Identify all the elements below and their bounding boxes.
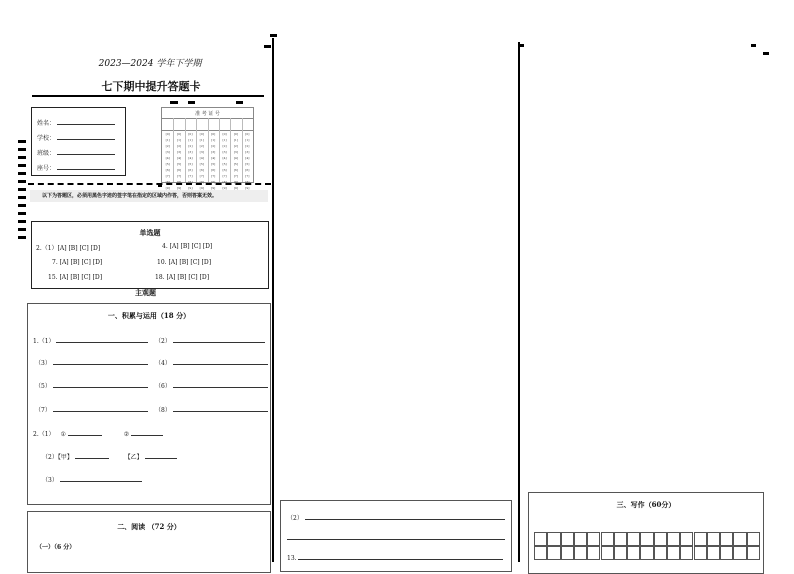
exam-digit-column[interactable]: [0] [1] [2] [3] [4] [5] [6] [7] [8] [9] bbox=[176, 132, 182, 190]
exam-digit-column[interactable]: [0] [1] [2] [3] [4] [5] [6] [7] [8] [9] bbox=[233, 132, 239, 190]
writing-grid-cell[interactable] bbox=[614, 546, 627, 560]
q1-1-label: 1.（1） bbox=[33, 338, 55, 345]
registration-mark bbox=[270, 34, 277, 37]
field-label-seat: 座号： bbox=[37, 165, 56, 172]
single-choice-title: 单选题 bbox=[139, 228, 161, 237]
q1-7-label: （7） bbox=[35, 407, 51, 414]
registration-mark bbox=[518, 44, 524, 47]
single-choice-box bbox=[31, 221, 269, 289]
writing-grid-cell[interactable] bbox=[640, 532, 653, 546]
writing-grid-cell[interactable] bbox=[561, 546, 574, 560]
seat-field[interactable] bbox=[57, 161, 115, 170]
field-label-name: 姓名： bbox=[37, 120, 56, 127]
registration-mark bbox=[763, 52, 769, 55]
section3-title: 三、写作（60分） bbox=[616, 500, 676, 509]
writing-grid[interactable] bbox=[534, 532, 760, 572]
q1-8-answer[interactable] bbox=[173, 403, 268, 412]
q2-3-label: （3） bbox=[42, 477, 58, 484]
school-year: 2023—2024 学年下学期 bbox=[98, 59, 202, 69]
column-divider-right bbox=[518, 42, 520, 562]
q2-1-a-label: ① bbox=[60, 431, 66, 438]
choice-row-1a[interactable]: 2.（1）[A] [B] [C] [D] bbox=[36, 245, 101, 252]
middle-blank-line[interactable] bbox=[287, 531, 505, 540]
writing-grid-cell[interactable] bbox=[707, 546, 720, 560]
field-label-school: 学校： bbox=[37, 135, 56, 142]
q1-8-label: （8） bbox=[155, 407, 171, 414]
q1-4-label: （4） bbox=[155, 360, 171, 367]
q2-1-b-label: ② bbox=[123, 431, 130, 438]
middle-item-b-label: 13. bbox=[287, 555, 297, 562]
exam-digit-column[interactable]: [0] [1] [2] [3] [4] [5] [6] [7] [8] [9] bbox=[165, 132, 170, 190]
dashed-separator bbox=[28, 183, 271, 185]
writing-grid-cell[interactable] bbox=[614, 532, 627, 546]
q1-3-label: （3） bbox=[35, 360, 51, 367]
column-divider-left bbox=[272, 38, 274, 562]
q1-4-answer[interactable] bbox=[173, 356, 268, 365]
section1-box bbox=[27, 303, 271, 505]
writing-grid-cell[interactable] bbox=[654, 532, 667, 546]
q1-6-answer[interactable] bbox=[173, 379, 268, 388]
writing-grid-cell[interactable] bbox=[627, 532, 640, 546]
writing-grid-cell[interactable] bbox=[601, 546, 614, 560]
q2-2-label: （2）【甲】 bbox=[42, 454, 73, 461]
q1-5-label: （5） bbox=[35, 383, 51, 390]
q2-2-a-answer[interactable] bbox=[75, 450, 109, 459]
registration-mark bbox=[158, 185, 162, 187]
writing-grid-cell[interactable] bbox=[587, 532, 600, 546]
q1-3-answer[interactable] bbox=[53, 356, 148, 365]
q2-1-label: 2.（1） bbox=[33, 431, 55, 438]
writing-grid-cell[interactable] bbox=[707, 532, 720, 546]
writing-grid-cell[interactable] bbox=[654, 546, 667, 560]
writing-grid-cell[interactable] bbox=[561, 532, 574, 546]
middle-answer-box bbox=[280, 500, 512, 572]
writing-grid-cell[interactable] bbox=[694, 532, 707, 546]
exam-digit-column[interactable]: [0] [1] [2] [3] [4] [5] [6] [7] [8] [9] bbox=[199, 132, 204, 190]
middle-item-a-label: （2） bbox=[287, 515, 303, 522]
q2-1-b-answer[interactable] bbox=[131, 427, 163, 436]
q2-2-b-label: 【乙】 bbox=[124, 454, 143, 461]
writing-grid-cell[interactable] bbox=[747, 546, 760, 560]
exam-digit-column[interactable]: [0] [1] [2] [3] [4] [5] [6] [7] [8] [9] bbox=[245, 132, 250, 190]
answer-notice: 以下为答题区，必须用黑色字迹的签字笔在指定的区域内作答，否则答案无效。 bbox=[42, 193, 218, 199]
q2-2-b-answer[interactable] bbox=[145, 450, 177, 459]
registration-mark bbox=[236, 101, 243, 104]
writing-grid-cell[interactable] bbox=[667, 546, 680, 560]
choice-row-1b[interactable]: 4. [A] [B] [C] [D] bbox=[162, 243, 213, 250]
choice-row-2b[interactable]: 10. [A] [B] [C] [D] bbox=[157, 259, 212, 266]
registration-mark bbox=[751, 44, 756, 47]
writing-grid-cell[interactable] bbox=[534, 532, 547, 546]
header-rule bbox=[32, 95, 264, 97]
q1-1-answer[interactable] bbox=[56, 334, 148, 343]
exam-digit-column[interactable]: [0] [1] [2] [3] [4] [5] [6] [7] [8] [9] bbox=[211, 132, 216, 190]
student-info-box bbox=[31, 107, 126, 176]
exam-number-label: 准 考 证 号 bbox=[195, 111, 220, 117]
writing-grid-cell[interactable] bbox=[601, 532, 614, 546]
writing-grid-cell[interactable] bbox=[733, 546, 746, 560]
middle-item-b-answer[interactable] bbox=[298, 551, 503, 560]
q1-2-answer[interactable] bbox=[173, 334, 265, 343]
writing-grid-cell[interactable] bbox=[747, 532, 760, 546]
name-field[interactable] bbox=[57, 116, 115, 125]
writing-grid-cell[interactable] bbox=[574, 532, 587, 546]
choice-row-2a[interactable]: 7. [A] [B] [C] [D] bbox=[52, 259, 103, 266]
q1-7-answer[interactable] bbox=[53, 403, 148, 412]
exam-number-grid bbox=[161, 107, 254, 190]
q2-1-a-answer[interactable] bbox=[68, 427, 102, 436]
writing-grid-cell[interactable] bbox=[720, 532, 733, 546]
writing-grid-cell[interactable] bbox=[547, 532, 560, 546]
q1-5-answer[interactable] bbox=[53, 379, 148, 388]
card-title: 七下期中提升答题卡 bbox=[101, 80, 201, 93]
timing-marks bbox=[18, 140, 26, 245]
writing-grid-cell[interactable] bbox=[534, 546, 547, 560]
writing-grid-cell[interactable] bbox=[680, 532, 693, 546]
registration-mark bbox=[264, 45, 271, 48]
exam-digit-column[interactable]: [0] [1] [2] [3] [4] [5] [6] [7] [8] [9] bbox=[188, 132, 193, 190]
section2-title: 二、阅读 （72 分） bbox=[117, 522, 181, 531]
writing-grid-cell[interactable] bbox=[587, 546, 600, 560]
choice-row-3b[interactable]: 18. [A] [B] [C] [D] bbox=[155, 274, 210, 281]
choice-row-3a[interactable]: 15. [A] [B] [C] [D] bbox=[48, 274, 103, 281]
section2-box bbox=[27, 511, 271, 573]
registration-mark bbox=[170, 101, 178, 104]
q2-3-answer[interactable] bbox=[60, 473, 142, 482]
exam-digit-column[interactable]: [0] [1] [2] [3] [4] [5] [6] [7] [8] [9] bbox=[222, 132, 227, 190]
writing-grid-cell[interactable] bbox=[667, 532, 680, 546]
registration-mark bbox=[188, 101, 195, 104]
writing-grid-cell[interactable] bbox=[547, 546, 560, 560]
writing-grid-cell[interactable] bbox=[733, 532, 746, 546]
writing-grid-cell[interactable] bbox=[720, 546, 733, 560]
subjective-title: 主观题 bbox=[135, 288, 156, 297]
writing-grid-cell[interactable] bbox=[694, 546, 707, 560]
q1-6-label: （6） bbox=[155, 383, 171, 390]
section1-title: 一、积累与运用（18 分） bbox=[107, 311, 191, 320]
field-label-class: 班级： bbox=[37, 150, 56, 157]
writing-grid-cell[interactable] bbox=[680, 546, 693, 560]
school-field[interactable] bbox=[57, 131, 115, 140]
middle-item-a-answer[interactable] bbox=[305, 511, 505, 520]
section2-sub: （一）（6 分） bbox=[36, 544, 76, 551]
writing-grid-cell[interactable] bbox=[574, 546, 587, 560]
q1-2-label: （2） bbox=[155, 338, 171, 345]
writing-grid-cell[interactable] bbox=[640, 546, 653, 560]
writing-grid-cell[interactable] bbox=[627, 546, 640, 560]
class-field[interactable] bbox=[57, 146, 115, 155]
